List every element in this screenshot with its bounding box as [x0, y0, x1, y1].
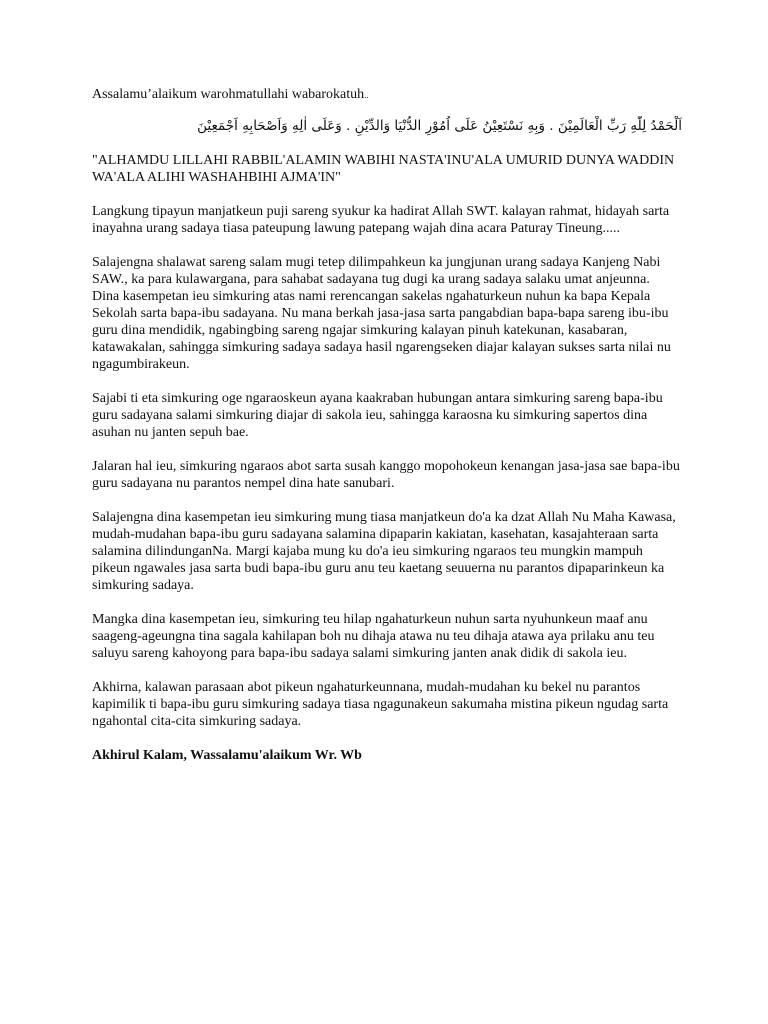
paragraph-6: Salajengna dina kasempetan ieu simkuring mung tiasa manjatkeun do'a ka dzat Allah Nu Maha Kawasa, mudah-mudahan bapa-ibu guru sadayana salamina dipaparin kakiatan, kasehatan, kasajahteraan sarta salamina dilindunganNa. Margi kajaba mung ku do'a ieu simkuring ngaraos teu mungkin mampuh pikeun ngawales jasa sarta budi bapa-ibu guru anu teu kaetang seuuerna nu parantos dipaparinkeun ka simkuring sadaya. — [92, 510, 676, 593]
paragraph-8: Akhirna, kalawan parasaan abot pikeun ngahaturkeunnana, mudah-mudahan ku bekel nu parantos kapimilik ti bapa-ibu guru simkuring sadaya tiasa ngagunakeun sakumaha mistina pikeun ngudag sarta ngahontal cita-cita simkuring sadaya. — [92, 680, 669, 729]
paragraph-5: Jalaran hal ieu, simkuring ngaraos abot sarta susah kanggo mopohokeun kenangan jasa-jasa sae bapa-ibu guru sadayana nu parantos nempel dina hate sanubari. — [92, 459, 680, 491]
greeting-dots: .. — [364, 90, 369, 100]
paragraph-7: Mangka dina kasempetan ieu, simkuring teu hilap ngahaturkeun nuhun sarta nyuhunkeun maaf anu saageng-ageungna tina sagala kahilapan boh nu dihaja atawa nu teu dihaja atawa aya prilaku anu teu saluyu sareng kahoyong para bapa-ibu sadaya salami simkuring janten anak didik di sakola ieu. — [92, 612, 655, 661]
paragraph-2: Salajengna shalawat sareng salam mugi tetep dilimpahkeun ka jungjunan urang sadaya Kanjeng Nabi SAW., ka para kulawargana, para sahabat sadayana tug dugi ka urang sadaya salaku umat anjeunna. — [92, 255, 661, 287]
paragraph-4: Sajabi ti eta simkuring oge ngaraoskeun ayana kaakraban hubungan antara simkuring sareng bapa-ibu guru sadayana salami simkuring diajar di sakola ieu, sahingga karaosna ku simkuring sapertos dina asuhan nu janten sepuh bae. — [92, 391, 663, 440]
transliteration-line: "ALHAMDU LILLAHI RABBIL'ALAMIN WABIHI NASTA'INU'ALA UMURID DUNYA WADDIN WA'ALA ALIHI WASHAHBIHI AJMA'IN" — [92, 153, 675, 185]
greeting-line — [92, 86, 682, 104]
greeting-text: Assalamu’alaikum warohmatullahi wabarokatuh — [92, 87, 365, 102]
paragraph-3: Dina kasempetan ieu simkuring atas nami rerencangan sakelas ngahaturkeun nuhun ka bapa Kepala Sekolah sarta bapa-ibu sadayana. Nu mana berkah jasa-jasa sarta pangabdian bapa-bapa sareng ibu-ibu guru dina mendidik, ngabingbing sareng ngajar simkuring kalayan pinuh katekunan, kasabaran, katawakalan, sahingga simkuring sadaya sadaya hasil ngarengseken diajar kalayan sukses sarta nilai nu ngagumbirakeun. — [92, 289, 671, 372]
closing-line: Akhirul Kalam, Wassalamu'alaikum Wr. Wb — [92, 748, 362, 763]
arabic-opening-line: اَلْحَمْدُ لِلّٰهِ رَبِّ الْعَالَمِيْنَ . وَبِهِ نَسْتَعِيْنُ عَلَى اُمُوْرِ الدُّنْيَا وَالدِّيْنِ . وَعَلَى اٰلِهِ وَاَصْحَابِهِ اَجْمَعِيْنَ — [197, 118, 682, 134]
document-page — [92, 86, 682, 764]
paragraph-1: Langkung tipayun manjatkeun puji sareng syukur ka hadirat Allah SWT. kalayan rahmat, hidayah sarta inayahna urang sadaya tiasa pateupung lawung patepang wajah dina acara Paturay Tineung..... — [92, 204, 670, 236]
